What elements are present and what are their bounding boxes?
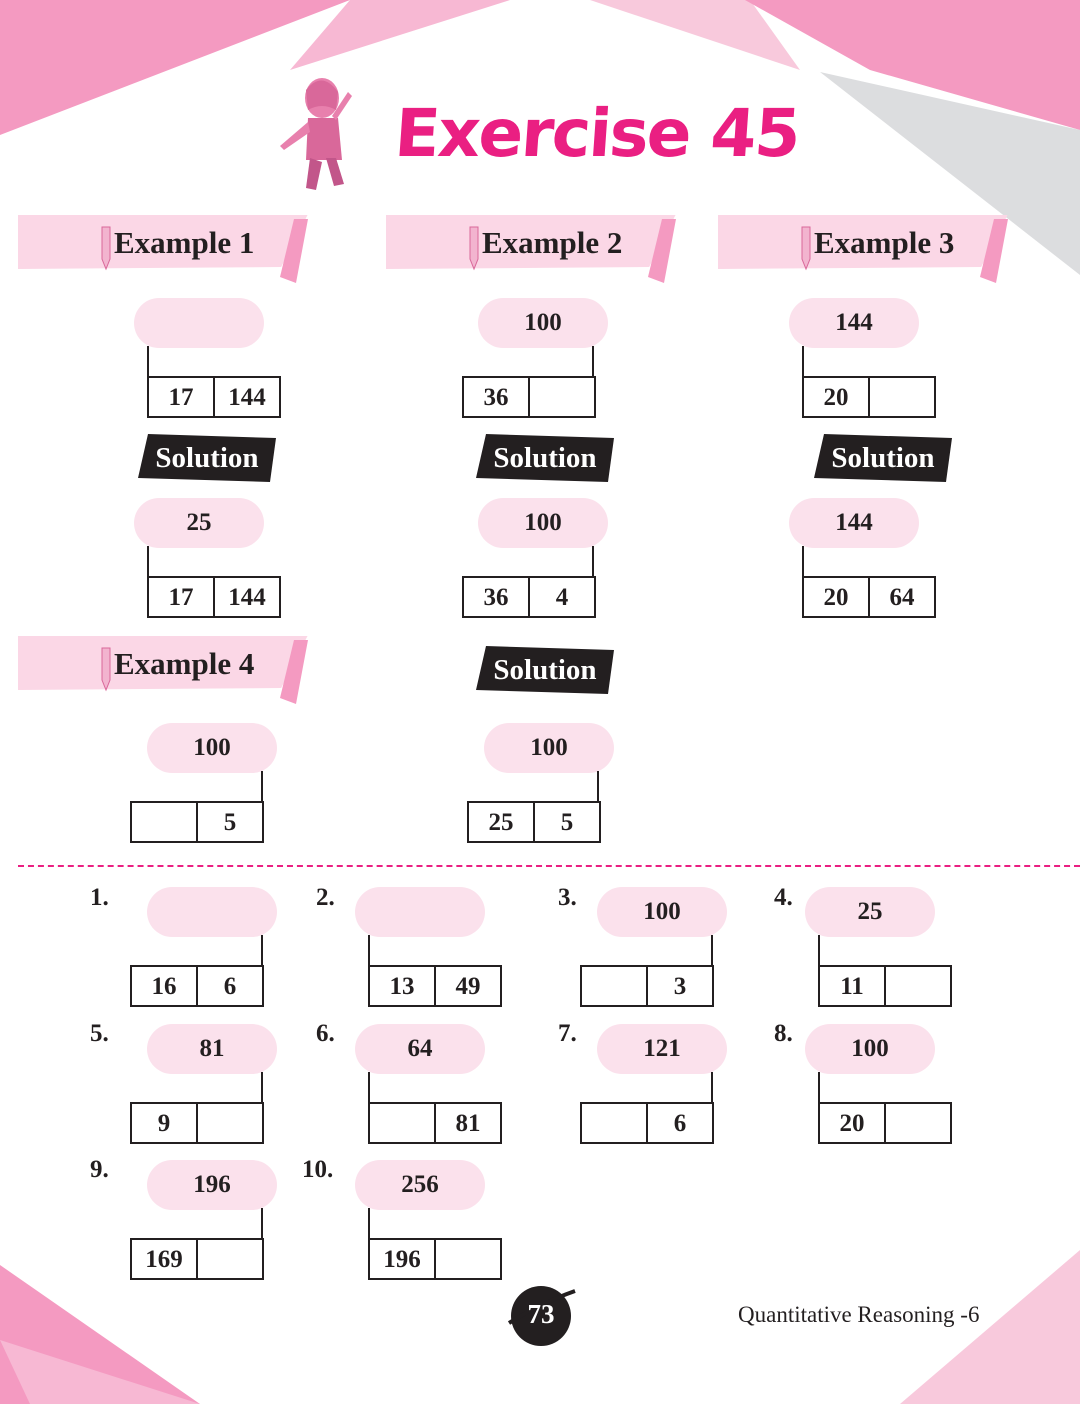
left-box: 36 [483, 584, 509, 611]
connector-line [597, 771, 599, 803]
footer-book-title: Quantitative Reasoning -6 [738, 1302, 980, 1327]
example-2-problem-boxes [462, 376, 596, 418]
left-box: 17 [168, 384, 194, 411]
example-2-problem-top: 100 [478, 298, 608, 348]
right-box [884, 967, 950, 1005]
question-2-boxes [368, 965, 502, 1007]
example-4-solution-top: 100 [484, 723, 614, 773]
left-box: 20 [823, 384, 849, 411]
example-4-solution-badge: Solution [476, 646, 614, 694]
example-1-problem-top [134, 298, 264, 348]
question-8-boxes [818, 1102, 952, 1144]
question-10-boxes [368, 1238, 502, 1280]
left-box: 196 [383, 1246, 421, 1273]
right-box [196, 1104, 262, 1142]
left-box [582, 1104, 646, 1142]
question-7-boxes [580, 1102, 714, 1144]
example-3-banner [718, 215, 1008, 283]
connector-line [802, 346, 804, 378]
question-5-boxes [130, 1102, 264, 1144]
left-box: 11 [840, 973, 864, 1000]
right-box [868, 378, 934, 416]
right-box: 81 [434, 1104, 500, 1142]
right-box [434, 1240, 500, 1278]
left-box: 20 [839, 1110, 865, 1137]
connector-line [818, 935, 820, 967]
page-title: Exercise 45 [392, 95, 802, 172]
question-3-number: 3. [558, 884, 577, 911]
right-box: 144 [213, 378, 279, 416]
example-3-solution-boxes [802, 576, 936, 618]
example-4-label: Example 4 [114, 646, 255, 681]
right-box: 3 [646, 967, 712, 1005]
example-1-solution-top: 25 [134, 498, 264, 548]
question-4-top: 25 [805, 887, 935, 937]
connector-line [368, 935, 370, 967]
question-2-top [355, 887, 485, 937]
question-5-number: 5. [90, 1020, 109, 1047]
question-8-top: 100 [805, 1024, 935, 1074]
left-box [132, 803, 196, 841]
question-9-boxes [130, 1238, 264, 1280]
question-8-number: 8. [774, 1020, 793, 1047]
example-3-label: Example 3 [814, 225, 955, 260]
question-10-number: 10. [302, 1156, 334, 1183]
connector-line [368, 1072, 370, 1104]
connector-line [147, 546, 149, 578]
question-1-boxes [130, 965, 264, 1007]
question-9-top: 196 [147, 1160, 277, 1210]
left-box: 17 [168, 584, 194, 611]
right-box [528, 378, 594, 416]
left-box: 9 [157, 1110, 171, 1137]
example-1-problem-boxes [147, 376, 281, 418]
right-box: 64 [868, 578, 934, 616]
example-1-solution-boxes [147, 576, 281, 618]
question-9-number: 9. [90, 1156, 109, 1183]
question-3-boxes [580, 965, 714, 1007]
connector-line [818, 1072, 820, 1104]
example-3-solution-top: 144 [789, 498, 919, 548]
example-3-solution-badge: Solution [814, 434, 952, 482]
connector-line [261, 1208, 263, 1240]
example-3-problem-top: 144 [789, 298, 919, 348]
example-4-solution-boxes [467, 801, 601, 843]
right-box: 5 [196, 803, 262, 841]
left-box: 16 [151, 973, 177, 1000]
example-2-solution-top: 100 [478, 498, 608, 548]
left-box: 20 [823, 584, 849, 611]
question-4-number: 4. [774, 884, 793, 911]
example-4-banner [18, 636, 308, 704]
section-divider [18, 865, 1080, 867]
left-box: 13 [389, 973, 415, 1000]
right-box: 144 [213, 578, 279, 616]
question-1-top [147, 887, 277, 937]
question-10-top: 256 [355, 1160, 485, 1210]
example-3-problem-boxes [802, 376, 936, 418]
connector-line [592, 546, 594, 578]
right-box: 5 [533, 803, 599, 841]
connector-line [261, 1072, 263, 1104]
right-box [884, 1104, 950, 1142]
question-4-boxes [818, 965, 952, 1007]
example-4-problem-top: 100 [147, 723, 277, 773]
question-3-top: 100 [597, 887, 727, 937]
left-box: 25 [488, 809, 514, 836]
connector-line [802, 546, 804, 578]
question-7-number: 7. [558, 1020, 577, 1047]
right-box: 4 [528, 578, 594, 616]
left-box [582, 967, 646, 1005]
connector-line [711, 935, 713, 967]
example-2-solution-boxes [462, 576, 596, 618]
question-2-number: 2. [316, 884, 335, 911]
example-1-banner [18, 215, 308, 283]
right-box: 6 [646, 1104, 712, 1142]
left-box: 169 [145, 1246, 183, 1273]
example-2-label: Example 2 [482, 225, 623, 260]
connector-line [261, 935, 263, 967]
example-2-banner [386, 215, 676, 283]
connector-line [261, 771, 263, 803]
question-6-number: 6. [316, 1020, 335, 1047]
question-5-top: 81 [147, 1024, 277, 1074]
connector-line [147, 346, 149, 378]
page-number-badge: 73 [505, 1283, 577, 1349]
connector-line [711, 1072, 713, 1104]
example-1-solution-badge: Solution [138, 434, 276, 482]
connector-line [368, 1208, 370, 1240]
question-7-top: 121 [597, 1024, 727, 1074]
right-box: 6 [196, 967, 262, 1005]
girl-mascot-icon [270, 70, 370, 195]
connector-line [592, 346, 594, 378]
left-box: 36 [483, 384, 509, 411]
example-4-problem-boxes [130, 801, 264, 843]
question-6-top: 64 [355, 1024, 485, 1074]
example-2-solution-badge: Solution [476, 434, 614, 482]
example-1-label: Example 1 [114, 225, 255, 260]
right-box: 49 [434, 967, 500, 1005]
question-6-boxes [368, 1102, 502, 1144]
right-box [196, 1240, 262, 1278]
question-1-number: 1. [90, 884, 109, 911]
left-box [370, 1104, 434, 1142]
